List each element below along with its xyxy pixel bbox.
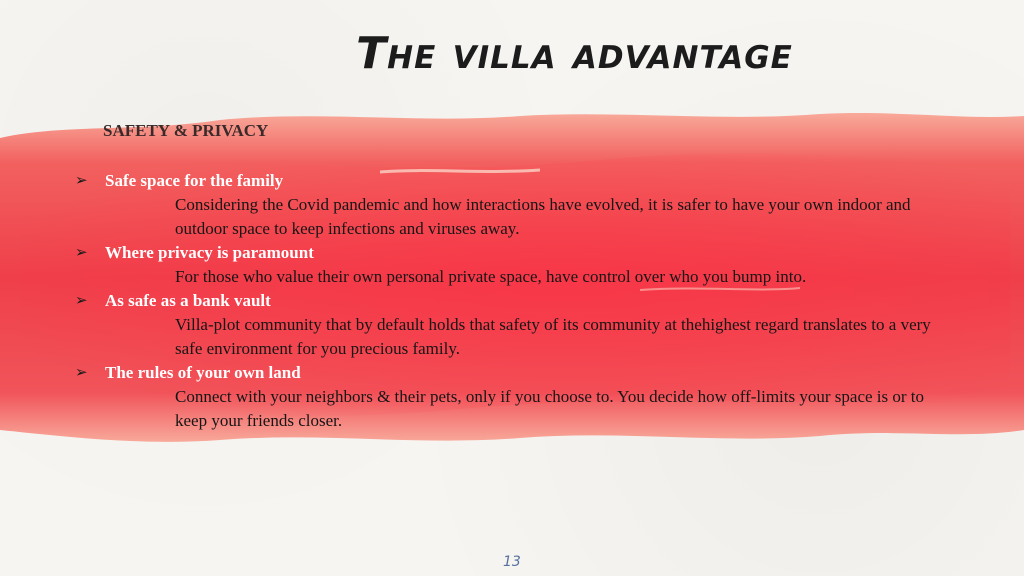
section-heading: SAFETY & PRIVACY xyxy=(103,121,269,140)
bullet-heading: As safe as a bank vault xyxy=(105,291,271,310)
arrowhead-bullet-icon: ➢ xyxy=(75,293,88,309)
slide-title: The villa advantage xyxy=(356,28,793,79)
bullet-body: Villa-plot community that by default holds that safety of its community at thehighest regard translates to a very safe environment for you precious family. xyxy=(175,315,931,358)
bullet-body: Connect with your neighbors & their pets, only if you choose to. You decide how off-limits your space is or to keep your friends closer. xyxy=(175,387,925,430)
arrowhead-bullet-icon: ➢ xyxy=(75,173,88,189)
page-number: 13 xyxy=(503,554,521,570)
arrowhead-bullet-icon: ➢ xyxy=(75,365,88,381)
bullet-heading: The rules of your own land xyxy=(105,363,301,382)
bullet-heading: Where privacy is paramount xyxy=(105,243,314,262)
bullet-body: For those who value their own personal private space, have control over who you bump into. xyxy=(175,267,807,286)
bullet-body: Considering the Covid pandemic and how interactions have evolved, it is safer to have your own indoor and outdoor space to keep infections and viruses away. xyxy=(175,195,911,238)
bullet-heading: Safe space for the family xyxy=(105,171,284,190)
arrowhead-bullet-icon: ➢ xyxy=(75,245,88,261)
